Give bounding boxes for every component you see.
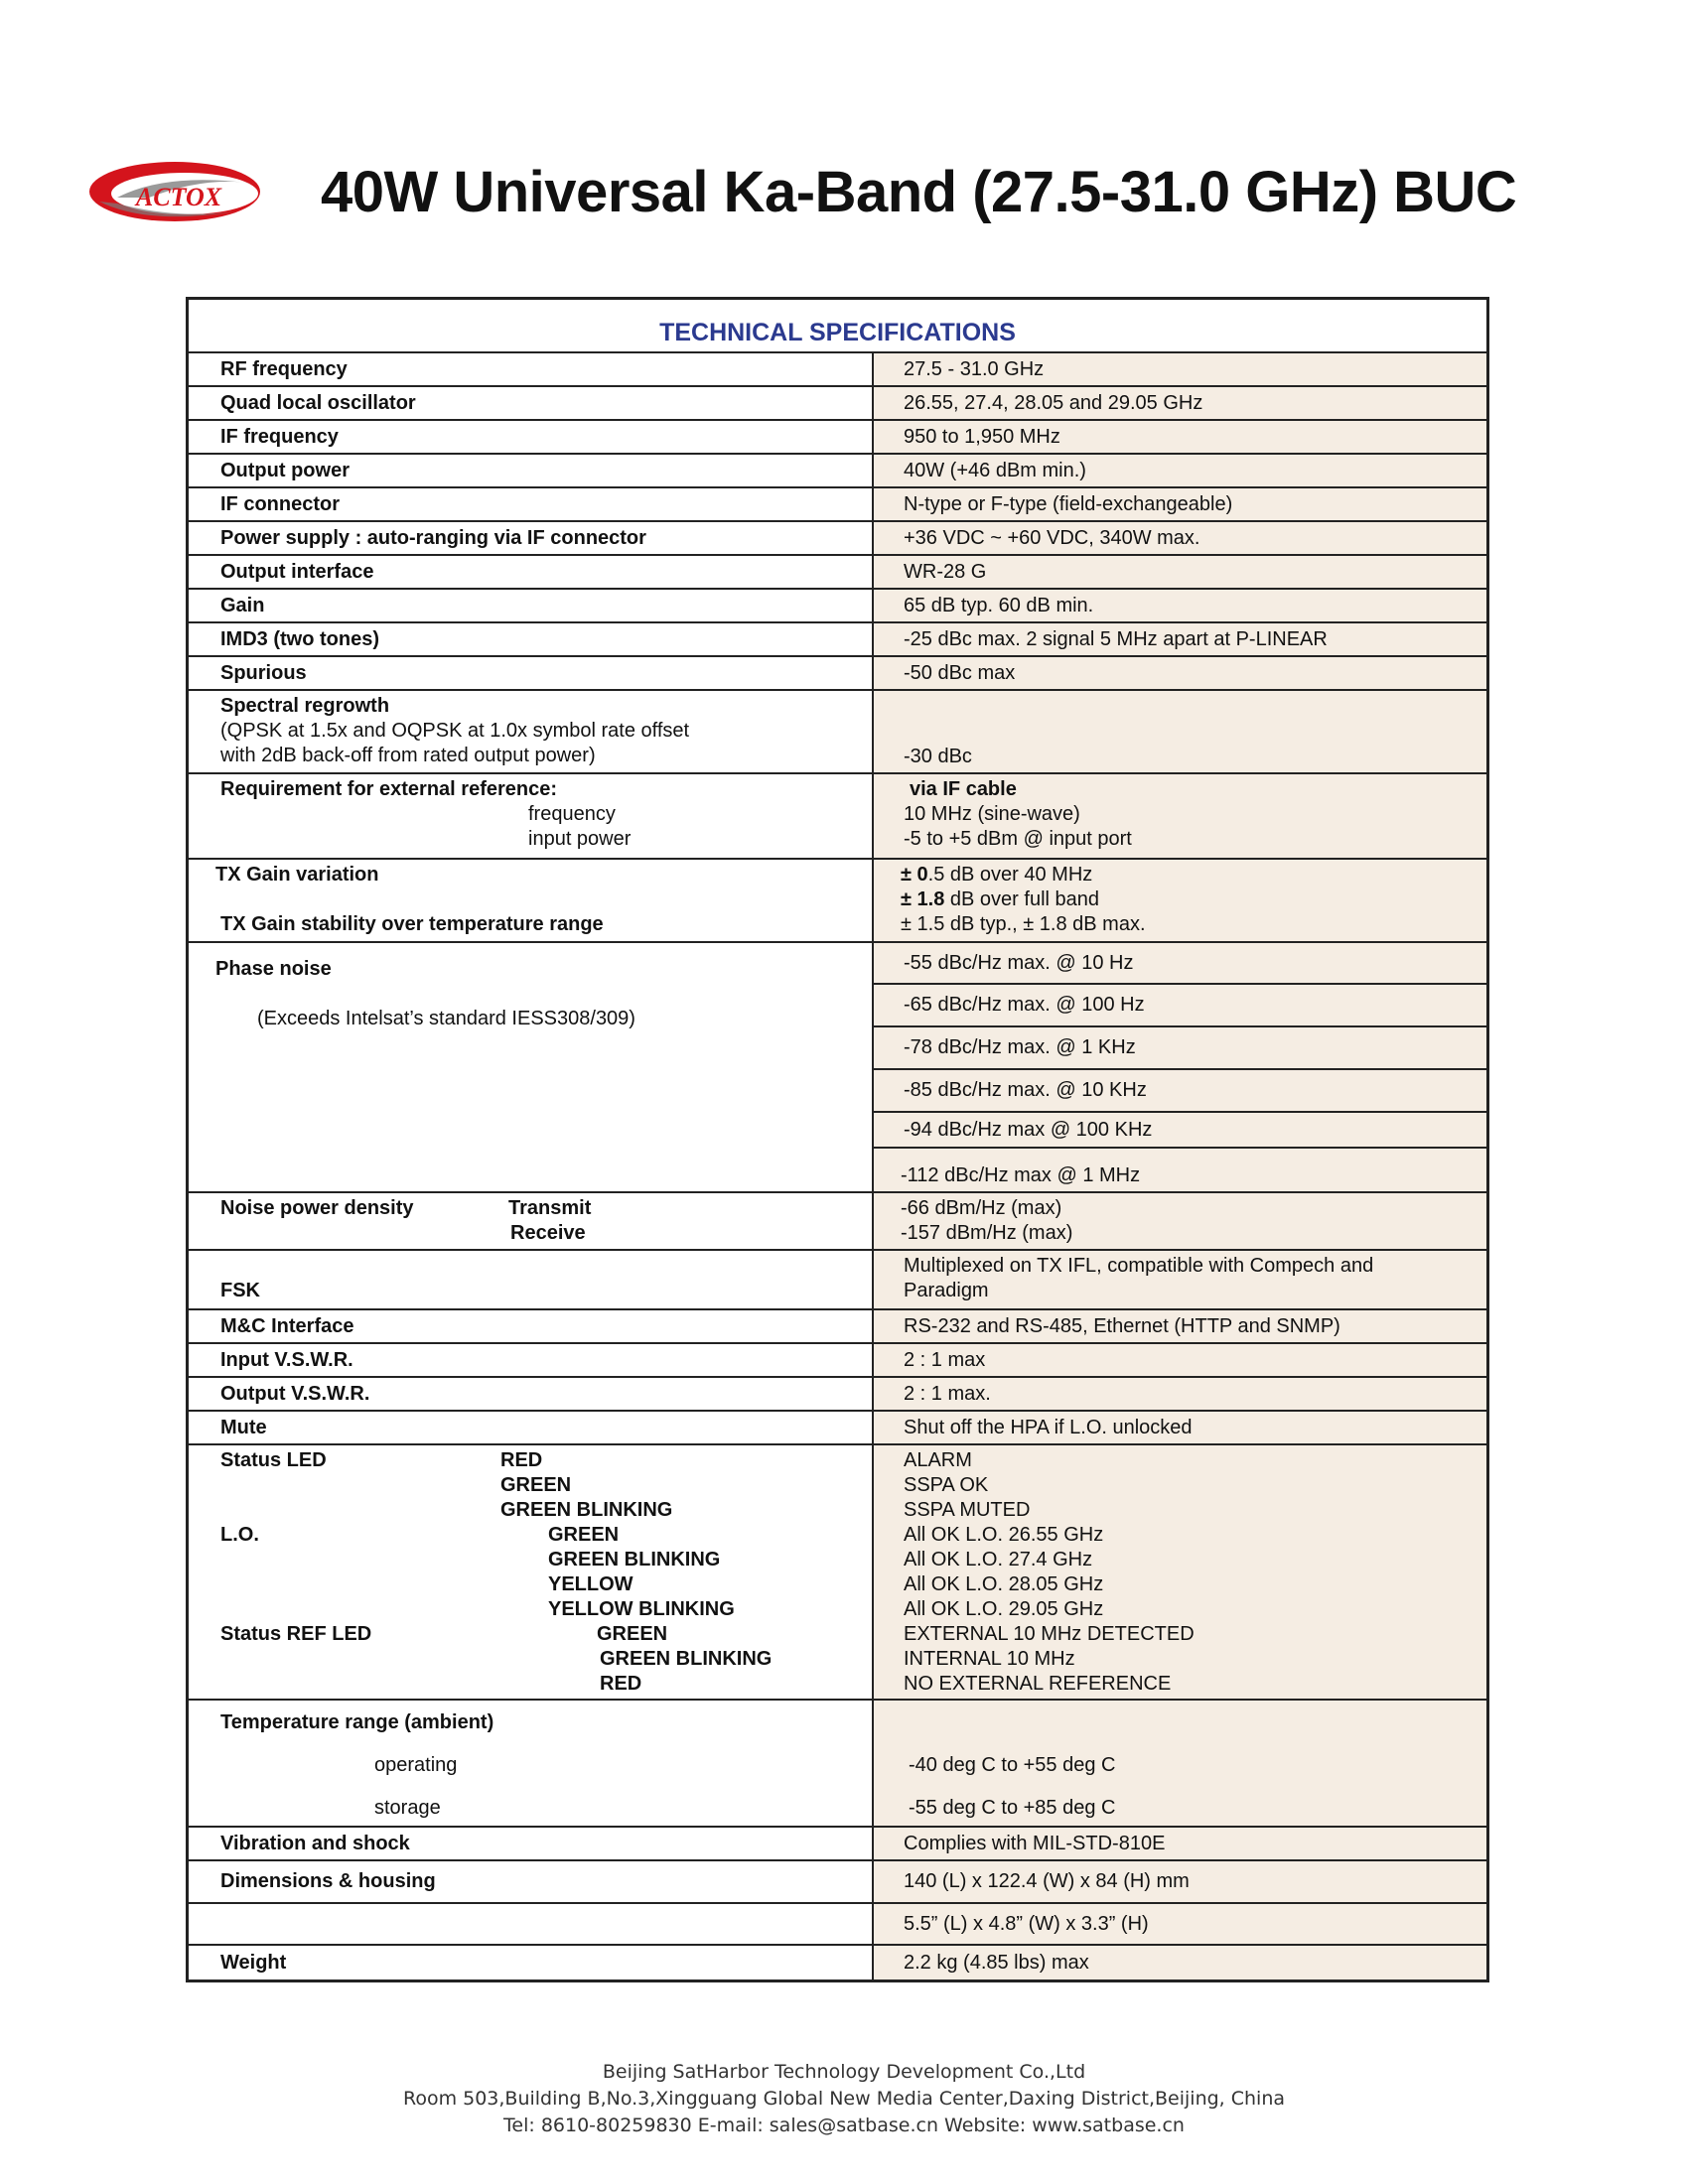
spec-sublabel: input power [528,828,632,850]
led-meaning: INTERNAL 10 MHz [904,1648,1075,1670]
spec-label: Spectral regrowth [220,695,390,717]
spec-value: ± 1.5 dB typ., ± 1.8 dB max. [901,913,1146,935]
spec-table [186,297,1489,1982]
led-meaning: ALARM [904,1449,972,1471]
spec-label: Output V.S.W.R. [220,1382,370,1405]
table-row [189,1310,1486,1344]
spec-label: Output interface [220,560,374,583]
phase-noise-value: -65 dBc/Hz max. @ 100 Hz [874,985,1486,1027]
table-row [189,590,1486,623]
spec-note: (Exceeds Intelsat’s standard IESS308/309) [257,1008,635,1029]
spec-label: Requirement for external reference: [220,778,558,800]
footer-address: Room 503,Building B,No.3,Xingguang Global New Media Center,Daxing District,Beijing, China [402,2088,1286,2110]
spec-label: RF frequency [220,357,348,380]
led-color: GREEN BLINKING [500,1499,673,1521]
table-row [189,1251,1486,1310]
table-row [189,522,1486,556]
led-meaning: All OK L.O. 27.4 GHz [904,1549,1093,1570]
spec-label: Weight [220,1951,287,1974]
spec-label: Phase noise [215,958,332,980]
table-row [189,1193,1486,1251]
table-row [189,1344,1486,1378]
led-color: GREEN BLINKING [548,1549,721,1570]
spec-value: -5 to +5 dBm @ input port [904,828,1132,850]
table-row [189,1378,1486,1412]
spec-label: Status LED [220,1449,327,1471]
spec-value: 27.5 - 31.0 GHz [904,357,1045,380]
spec-sublabel: storage [374,1797,441,1819]
spec-value: 65 dB typ. 60 dB min. [904,594,1094,616]
led-meaning: All OK L.O. 28.05 GHz [904,1573,1104,1595]
led-meaning: NO EXTERNAL REFERENCE [904,1673,1172,1695]
spec-sublabel: frequency [528,803,616,825]
table-row [189,353,1486,387]
spec-value: 40W (+46 dBm min.) [904,459,1086,481]
table-row [189,1701,1486,1828]
spec-value: N-type or F-type (field-exchangeable) [904,492,1233,515]
table-row [189,1412,1486,1445]
page-title: 40W Universal Ka-Band (27.5-31.0 GHz) BUC [321,160,1517,224]
table-row [189,556,1486,590]
spec-label: IMD3 (two tones) [220,627,379,650]
led-color: GREEN [548,1524,620,1546]
table-heading: TECHNICAL SPECIFICATIONS [189,300,1486,353]
table-row [189,455,1486,488]
spec-value: Multiplexed on TX IFL, compatible with Compech and [904,1255,1374,1277]
spec-value: Complies with MIL-STD-810E [904,1832,1166,1854]
table-row [189,421,1486,455]
spec-value: 140 (L) x 122.4 (W) x 84 (H) mm [904,1870,1190,1892]
table-row [189,1904,1486,1946]
spec-value: 26.55, 27.4, 28.05 and 29.05 GHz [904,391,1203,414]
phase-noise-value: -112 dBc/Hz max @ 1 MHz [874,1149,1486,1191]
spec-value: -30 dBc [904,746,972,767]
led-meaning: SSPA MUTED [904,1499,1031,1521]
spec-label: Spurious [220,661,307,684]
spec-label: Status REF LED [220,1623,372,1645]
spec-value: Shut off the HPA if L.O. unlocked [904,1416,1193,1438]
phase-noise-value: -94 dBc/Hz max @ 100 KHz [874,1113,1486,1149]
led-meaning: All OK L.O. 26.55 GHz [904,1524,1104,1546]
led-color: GREEN [597,1623,668,1645]
spec-value: -157 dBm/Hz (max) [901,1222,1073,1244]
spec-note: (QPSK at 1.5x and OQPSK at 1.0x symbol rate offset [220,720,690,742]
spec-value: -40 deg C to +55 deg C [909,1754,1116,1776]
phase-noise-value: -55 dBc/Hz max. @ 10 Hz [874,943,1486,985]
led-color: YELLOW [548,1573,633,1595]
led-color: RED [500,1449,543,1471]
spec-value: 2 : 1 max [904,1348,986,1371]
spec-label: Temperature range (ambient) [220,1711,494,1733]
spec-sublabel: Transmit [508,1197,592,1219]
spec-label: L.O. [220,1524,259,1546]
spec-label: Vibration and shock [220,1832,410,1854]
footer-company: Beijing SatHarbor Technology Development Co.,Ltd [602,2061,1086,2083]
spec-value: ± 0.5 dB over 40 MHz [901,864,1093,886]
table-row [189,1828,1486,1861]
spec-label: FSK [220,1280,260,1301]
spec-note: with 2dB back-off from rated output power) [220,745,596,766]
spec-label: IF connector [220,492,341,515]
table-row [189,1861,1486,1904]
table-row [189,691,1486,774]
footer-contact: Tel: 8610-80259830 E-mail: sales@satbase.cn Website: www.satbase.cn [503,2115,1185,2136]
spec-label: Noise power density [220,1197,414,1219]
spec-label: Output power [220,459,350,481]
actox-logo [87,154,271,233]
spec-value: -55 deg C to +85 deg C [909,1797,1116,1819]
spec-label: M&C Interface [220,1314,354,1337]
table-row [189,657,1486,691]
table-row [189,860,1486,943]
spec-label: TX Gain variation [215,864,379,886]
spec-value: -50 dBc max [904,661,1016,684]
spec-value: RS-232 and RS-485, Ethernet (HTTP and SNMP) [904,1314,1340,1337]
footer [0,2059,1688,2139]
led-meaning: SSPA OK [904,1474,989,1496]
led-meaning: All OK L.O. 29.05 GHz [904,1598,1104,1620]
spec-value: Paradigm [904,1280,989,1301]
table-row [189,387,1486,421]
spec-value: +36 VDC ~ +60 VDC, 340W max. [904,526,1200,549]
spec-label: Power supply : auto-ranging via IF connector [220,526,646,549]
phase-noise-value: -85 dBc/Hz max. @ 10 KHz [874,1070,1486,1113]
spec-value: WR-28 G [904,560,987,583]
spec-label: Mute [220,1416,267,1438]
table-row [189,1445,1486,1701]
spec-value: -25 dBc max. 2 signal 5 MHz apart at P-LINEAR [904,627,1328,650]
led-color: GREEN BLINKING [600,1648,773,1670]
phase-noise-value: -78 dBc/Hz max. @ 1 KHz [874,1027,1486,1070]
spec-label: TX Gain stability over temperature range [220,913,604,935]
spec-label: Gain [220,594,265,616]
spec-label: Dimensions & housing [220,1870,436,1892]
spec-value: 2.2 kg (4.85 lbs) max [904,1951,1089,1974]
table-row [189,623,1486,657]
spec-value: 10 MHz (sine-wave) [904,803,1080,825]
led-meaning: EXTERNAL 10 MHz DETECTED [904,1623,1195,1645]
led-color: RED [600,1673,642,1695]
spec-sublabel: operating [374,1754,458,1776]
spec-value: 5.5” (L) x 4.8” (W) x 3.3” (H) [904,1912,1149,1935]
led-color: GREEN [500,1474,572,1496]
spec-value: via IF cable [910,778,1017,800]
led-color: YELLOW BLINKING [548,1598,735,1620]
table-row [189,774,1486,860]
table-row [189,1946,1486,1979]
spec-value: 2 : 1 max. [904,1382,991,1405]
spec-label: Input V.S.W.R. [220,1348,353,1371]
table-row [189,488,1486,522]
table-row [189,943,1486,1193]
spec-value: 950 to 1,950 MHz [904,425,1060,448]
spec-value: ± 1.8 dB over full band [901,888,1099,910]
spec-sublabel: Receive [510,1222,586,1244]
logo-wordmark: ACTOX [135,183,222,211]
spec-label: Quad local oscillator [220,391,416,414]
spec-label: IF frequency [220,425,339,448]
spec-value: -66 dBm/Hz (max) [901,1197,1062,1219]
